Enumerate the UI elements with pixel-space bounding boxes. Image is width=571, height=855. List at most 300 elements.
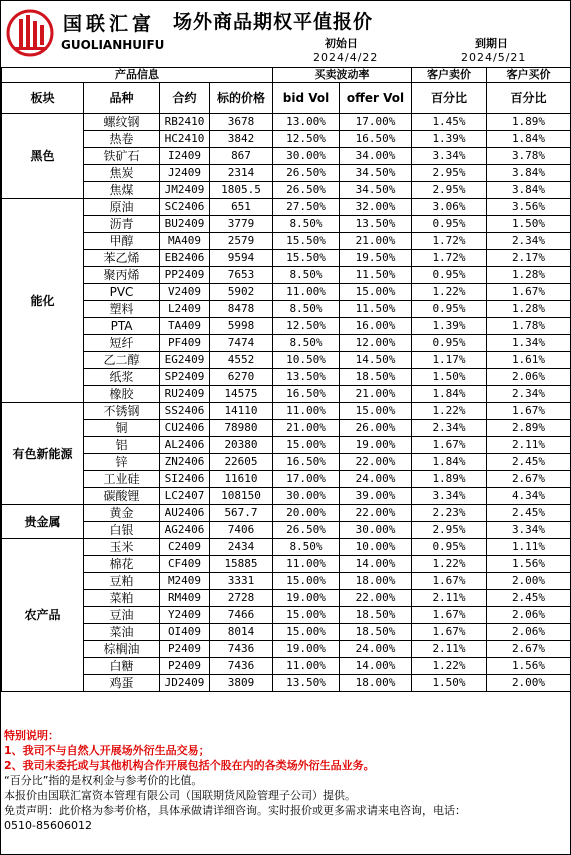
- table-row: [2, 505, 571, 522]
- sell-pct-cell: 1.22%: [412, 403, 487, 420]
- bid-vol-cell: 8.50%: [273, 539, 340, 556]
- notes-title: 特别说明：: [4, 729, 59, 742]
- product-info-header: 产品信息: [2, 68, 273, 83]
- sell-pct-cell: 1.67%: [412, 624, 487, 641]
- price-cell: 3678: [210, 114, 273, 131]
- col-sector: 板块: [2, 83, 84, 114]
- product-cell: 玉米: [84, 539, 160, 556]
- table-row: [2, 301, 571, 318]
- note-line-5: 免责声明：此价格为参考价格，具体承做请详细咨询。实时报价或更多需求请来电咨询，电话：: [4, 804, 466, 817]
- table-row: [2, 539, 571, 556]
- contract-cell: M2409: [160, 573, 210, 590]
- offer-vol-cell: 14.00%: [340, 556, 412, 573]
- table-row: [2, 114, 571, 131]
- product-cell: 工业硅: [84, 471, 160, 488]
- product-cell: 焦煤: [84, 182, 160, 199]
- contract-cell: RM409: [160, 590, 210, 607]
- contract-cell: EB2406: [160, 250, 210, 267]
- price-cell: 5902: [210, 284, 273, 301]
- product-cell: 棕榈油: [84, 641, 160, 658]
- table-row: [2, 488, 571, 505]
- offer-vol-cell: 18.00%: [340, 573, 412, 590]
- bid-vol-cell: 13.50%: [273, 369, 340, 386]
- price-cell: 7466: [210, 607, 273, 624]
- table-row: [2, 590, 571, 607]
- buy-pct-cell: 3.84%: [487, 182, 571, 199]
- price-cell: 2314: [210, 165, 273, 182]
- product-cell: 铝: [84, 437, 160, 454]
- price-cell: 2728: [210, 590, 273, 607]
- offer-vol-cell: 11.50%: [340, 267, 412, 284]
- bid-vol-cell: 13.00%: [273, 114, 340, 131]
- product-cell: 塑料: [84, 301, 160, 318]
- buy-pct-cell: 2.34%: [487, 386, 571, 403]
- product-cell: 苯乙烯: [84, 250, 160, 267]
- buy-pct-cell: 2.06%: [487, 607, 571, 624]
- price-cell: 108150: [210, 488, 273, 505]
- buy-pct-cell: 2.34%: [487, 233, 571, 250]
- sell-pct-cell: 1.67%: [412, 437, 487, 454]
- bid-vol-cell: 11.00%: [273, 284, 340, 301]
- price-cell: 7474: [210, 335, 273, 352]
- contract-cell: J2409: [160, 165, 210, 182]
- sector-cell: 能化: [2, 199, 84, 403]
- buy-pct-cell: 1.28%: [487, 267, 571, 284]
- offer-vol-cell: 10.00%: [340, 539, 412, 556]
- bid-vol-cell: 26.50%: [273, 182, 340, 199]
- price-cell: 7436: [210, 658, 273, 675]
- table-row: [2, 522, 571, 539]
- table-row: [2, 148, 571, 165]
- contract-cell: C2409: [160, 539, 210, 556]
- table-row: [2, 607, 571, 624]
- sell-pct-cell: 1.50%: [412, 675, 487, 692]
- page-title: 场外商品期权平值报价: [173, 11, 374, 33]
- bid-vol-cell: 21.00%: [273, 420, 340, 437]
- price-cell: 22605: [210, 454, 273, 471]
- price-cell: 7653: [210, 267, 273, 284]
- offer-vol-cell: 15.00%: [340, 284, 412, 301]
- table-row: [2, 352, 571, 369]
- contract-cell: I2409: [160, 148, 210, 165]
- table-row: [2, 131, 571, 148]
- price-cell: 867: [210, 148, 273, 165]
- offer-vol-cell: 18.50%: [340, 607, 412, 624]
- buy-pct-cell: 1.56%: [487, 658, 571, 675]
- sell-pct-cell: 1.45%: [412, 114, 487, 131]
- bid-vol-cell: 19.00%: [273, 641, 340, 658]
- contract-cell: Y2409: [160, 607, 210, 624]
- contract-cell: PP2409: [160, 267, 210, 284]
- product-cell: 白银: [84, 522, 160, 539]
- contract-cell: BU2409: [160, 216, 210, 233]
- sell-pct-cell: 2.95%: [412, 182, 487, 199]
- offer-vol-cell: 32.00%: [340, 199, 412, 216]
- offer-vol-cell: 24.00%: [340, 641, 412, 658]
- sell-pct-cell: 2.95%: [412, 522, 487, 539]
- offer-vol-cell: 39.00%: [340, 488, 412, 505]
- offer-vol-cell: 16.00%: [340, 318, 412, 335]
- price-cell: 78980: [210, 420, 273, 437]
- bid-vol-cell: 19.00%: [273, 590, 340, 607]
- bid-vol-cell: 15.00%: [273, 624, 340, 641]
- buy-pct-cell: 1.34%: [487, 335, 571, 352]
- contract-cell: PF409: [160, 335, 210, 352]
- buy-pct-cell: 3.56%: [487, 199, 571, 216]
- offer-vol-cell: 34.50%: [340, 165, 412, 182]
- col-contract: 合约: [160, 83, 210, 114]
- table-row: [2, 233, 571, 250]
- col-offer-vol: offer Vol: [340, 83, 412, 114]
- table-row: [2, 369, 571, 386]
- product-cell: 不锈钢: [84, 403, 160, 420]
- product-cell: 鸡蛋: [84, 675, 160, 692]
- offer-vol-cell: 34.50%: [340, 182, 412, 199]
- table-row: [2, 641, 571, 658]
- col-sell-pct: 百分比: [412, 83, 487, 114]
- end-date-value: 2024/5/21: [461, 51, 527, 64]
- contract-cell: ZN2406: [160, 454, 210, 471]
- table-row: [2, 216, 571, 233]
- guolian-logo-icon: [5, 5, 55, 61]
- offer-vol-cell: 21.00%: [340, 233, 412, 250]
- bid-vol-cell: 17.00%: [273, 471, 340, 488]
- price-cell: 3809: [210, 675, 273, 692]
- offer-vol-cell: 22.00%: [340, 454, 412, 471]
- sell-pct-cell: 1.22%: [412, 556, 487, 573]
- buy-pct-cell: 1.11%: [487, 539, 571, 556]
- offer-vol-cell: 15.00%: [340, 403, 412, 420]
- bid-vol-cell: 15.50%: [273, 233, 340, 250]
- buy-pct-cell: 3.78%: [487, 148, 571, 165]
- contract-cell: MA409: [160, 233, 210, 250]
- contract-cell: SC2406: [160, 199, 210, 216]
- bid-vol-cell: 10.50%: [273, 352, 340, 369]
- product-cell: 乙二醇: [84, 352, 160, 369]
- bid-vol-cell: 16.50%: [273, 454, 340, 471]
- price-cell: 1805.5: [210, 182, 273, 199]
- table-row: [2, 454, 571, 471]
- offer-vol-cell: 14.00%: [340, 658, 412, 675]
- contract-cell: JD2409: [160, 675, 210, 692]
- bid-vol-cell: 15.00%: [273, 437, 340, 454]
- product-cell: 甲醇: [84, 233, 160, 250]
- sell-pct-cell: 0.95%: [412, 301, 487, 318]
- product-cell: 白糖: [84, 658, 160, 675]
- sell-pct-cell: 3.34%: [412, 148, 487, 165]
- price-cell: 9594: [210, 250, 273, 267]
- contract-cell: HC2410: [160, 131, 210, 148]
- buy-pct-cell: 1.56%: [487, 556, 571, 573]
- bid-vol-cell: 15.00%: [273, 573, 340, 590]
- price-cell: 5998: [210, 318, 273, 335]
- price-cell: 15885: [210, 556, 273, 573]
- product-cell: 原油: [84, 199, 160, 216]
- product-cell: 豆油: [84, 607, 160, 624]
- offer-vol-cell: 26.00%: [340, 420, 412, 437]
- offer-vol-cell: 16.50%: [340, 131, 412, 148]
- bid-vol-cell: 26.50%: [273, 522, 340, 539]
- product-cell: 碳酸锂: [84, 488, 160, 505]
- contract-cell: AG2406: [160, 522, 210, 539]
- sell-pct-cell: 0.95%: [412, 216, 487, 233]
- sell-pct-cell: 1.84%: [412, 386, 487, 403]
- product-cell: 菜油: [84, 624, 160, 641]
- buy-pct-cell: 2.45%: [487, 590, 571, 607]
- bid-vol-cell: 20.00%: [273, 505, 340, 522]
- buy-pct-cell: 1.61%: [487, 352, 571, 369]
- contract-cell: RB2410: [160, 114, 210, 131]
- product-cell: 沥青: [84, 216, 160, 233]
- contract-cell: JM2409: [160, 182, 210, 199]
- table-row: [2, 437, 571, 454]
- offer-vol-cell: 18.50%: [340, 624, 412, 641]
- sell-pct-cell: 1.17%: [412, 352, 487, 369]
- contract-cell: SS2406: [160, 403, 210, 420]
- sell-pct-cell: 1.67%: [412, 607, 487, 624]
- note-line-3: “百分比”指的是权利金与参考价的比值。: [4, 774, 203, 787]
- start-date-label: 初始日: [325, 37, 358, 50]
- price-cell: 3842: [210, 131, 273, 148]
- offer-vol-cell: 24.00%: [340, 471, 412, 488]
- bid-vol-cell: 26.50%: [273, 165, 340, 182]
- product-cell: 热卷: [84, 131, 160, 148]
- table-row: [2, 267, 571, 284]
- bid-vol-cell: 15.50%: [273, 250, 340, 267]
- client-sell-header: 客户卖价: [412, 68, 487, 83]
- buy-pct-cell: 1.89%: [487, 114, 571, 131]
- table-row: [2, 335, 571, 352]
- contract-cell: AU2406: [160, 505, 210, 522]
- sell-pct-cell: 2.11%: [412, 641, 487, 658]
- table-row: [2, 420, 571, 437]
- contract-cell: SI2406: [160, 471, 210, 488]
- table-row: [2, 182, 571, 199]
- price-cell: 11610: [210, 471, 273, 488]
- col-product: 品种: [84, 83, 160, 114]
- price-cell: 651: [210, 199, 273, 216]
- offer-vol-cell: 12.00%: [340, 335, 412, 352]
- buy-pct-cell: 2.00%: [487, 573, 571, 590]
- vol-header: 买卖波动率: [273, 68, 412, 83]
- sector-cell: 黑色: [2, 114, 84, 199]
- table-row: [2, 284, 571, 301]
- end-date-label: 到期日: [475, 37, 508, 50]
- offer-vol-cell: 17.00%: [340, 114, 412, 131]
- buy-pct-cell: 4.34%: [487, 488, 571, 505]
- table-row: [2, 318, 571, 335]
- bid-vol-cell: 11.00%: [273, 556, 340, 573]
- contract-cell: CU2406: [160, 420, 210, 437]
- product-cell: 铁矿石: [84, 148, 160, 165]
- brand-name-cn: 国联汇富: [63, 13, 156, 35]
- quote-table-body: [2, 114, 571, 692]
- table-row: [2, 573, 571, 590]
- buy-pct-cell: 2.06%: [487, 624, 571, 641]
- product-cell: 焦炭: [84, 165, 160, 182]
- sell-pct-cell: 1.39%: [412, 131, 487, 148]
- sell-pct-cell: 3.34%: [412, 488, 487, 505]
- sell-pct-cell: 0.95%: [412, 335, 487, 352]
- table-row: [2, 675, 571, 692]
- contract-cell: L2409: [160, 301, 210, 318]
- notes: [1, 728, 569, 833]
- sell-pct-cell: 2.23%: [412, 505, 487, 522]
- bid-vol-cell: 30.00%: [273, 148, 340, 165]
- table-row: [2, 658, 571, 675]
- sell-pct-cell: 1.22%: [412, 284, 487, 301]
- sell-pct-cell: 0.95%: [412, 539, 487, 556]
- buy-pct-cell: 1.67%: [487, 403, 571, 420]
- table-row: [2, 471, 571, 488]
- product-cell: 聚丙烯: [84, 267, 160, 284]
- price-cell: 3331: [210, 573, 273, 590]
- bid-vol-cell: 11.00%: [273, 658, 340, 675]
- buy-pct-cell: 2.17%: [487, 250, 571, 267]
- contract-cell: AL2406: [160, 437, 210, 454]
- buy-pct-cell: 2.06%: [487, 369, 571, 386]
- buy-pct-cell: 1.50%: [487, 216, 571, 233]
- bid-vol-cell: 8.50%: [273, 216, 340, 233]
- sector-cell: 贵金属: [2, 505, 84, 539]
- contract-cell: V2409: [160, 284, 210, 301]
- price-cell: 7436: [210, 641, 273, 658]
- offer-vol-cell: 13.50%: [340, 216, 412, 233]
- sell-pct-cell: 1.72%: [412, 250, 487, 267]
- bid-vol-cell: 15.00%: [273, 607, 340, 624]
- start-date-value: 2024/4/22: [313, 51, 379, 64]
- note-line-4: 本报价由国联汇富资本管理有限公司（国联期货风险管理子公司）提供。: [4, 789, 356, 802]
- product-cell: 豆粕: [84, 573, 160, 590]
- product-cell: 棉花: [84, 556, 160, 573]
- product-cell: PTA: [84, 318, 160, 335]
- price-cell: 7406: [210, 522, 273, 539]
- sector-cell: 农产品: [2, 539, 84, 692]
- buy-pct-cell: 2.45%: [487, 454, 571, 471]
- bid-vol-cell: 16.50%: [273, 386, 340, 403]
- offer-vol-cell: 19.00%: [340, 437, 412, 454]
- buy-pct-cell: 2.00%: [487, 675, 571, 692]
- contract-cell: RU2409: [160, 386, 210, 403]
- product-cell: 橡胶: [84, 386, 160, 403]
- buy-pct-cell: 1.67%: [487, 284, 571, 301]
- contract-cell: EG2409: [160, 352, 210, 369]
- col-buy-pct: 百分比: [487, 83, 571, 114]
- sell-pct-cell: 1.22%: [412, 658, 487, 675]
- offer-vol-cell: 21.00%: [340, 386, 412, 403]
- offer-vol-cell: 19.50%: [340, 250, 412, 267]
- buy-pct-cell: 1.78%: [487, 318, 571, 335]
- bid-vol-cell: 12.50%: [273, 318, 340, 335]
- bid-vol-cell: 27.50%: [273, 199, 340, 216]
- product-cell: 黄金: [84, 505, 160, 522]
- bid-vol-cell: 30.00%: [273, 488, 340, 505]
- brand-name-en: GUOLIANHUIFU: [61, 38, 165, 52]
- product-cell: PVC: [84, 284, 160, 301]
- price-cell: 14575: [210, 386, 273, 403]
- product-cell: 菜粕: [84, 590, 160, 607]
- table-row: [2, 403, 571, 420]
- buy-pct-cell: 2.89%: [487, 420, 571, 437]
- table-row: [2, 624, 571, 641]
- buy-pct-cell: 2.67%: [487, 641, 571, 658]
- buy-pct-cell: 2.45%: [487, 505, 571, 522]
- sell-pct-cell: 1.72%: [412, 233, 487, 250]
- buy-pct-cell: 3.34%: [487, 522, 571, 539]
- offer-vol-cell: 18.50%: [340, 369, 412, 386]
- price-cell: 8478: [210, 301, 273, 318]
- product-cell: 短纤: [84, 335, 160, 352]
- price-cell: 8014: [210, 624, 273, 641]
- price-cell: 2434: [210, 539, 273, 556]
- bid-vol-cell: 11.00%: [273, 403, 340, 420]
- sell-pct-cell: 1.39%: [412, 318, 487, 335]
- offer-vol-cell: 30.00%: [340, 522, 412, 539]
- sell-pct-cell: 2.95%: [412, 165, 487, 182]
- sell-pct-cell: 1.89%: [412, 471, 487, 488]
- product-cell: 螺纹钢: [84, 114, 160, 131]
- sell-pct-cell: 1.50%: [412, 369, 487, 386]
- contract-cell: P2409: [160, 641, 210, 658]
- table-row: [2, 199, 571, 216]
- price-cell: 6270: [210, 369, 273, 386]
- bid-vol-cell: 12.50%: [273, 131, 340, 148]
- buy-pct-cell: 1.84%: [487, 131, 571, 148]
- price-cell: 567.7: [210, 505, 273, 522]
- offer-vol-cell: 11.50%: [340, 301, 412, 318]
- table-row: [2, 556, 571, 573]
- bid-vol-cell: 8.50%: [273, 301, 340, 318]
- contract-cell: SP2409: [160, 369, 210, 386]
- buy-pct-cell: 2.11%: [487, 437, 571, 454]
- buy-pct-cell: 1.28%: [487, 301, 571, 318]
- product-cell: 纸浆: [84, 369, 160, 386]
- offer-vol-cell: 18.00%: [340, 675, 412, 692]
- sell-pct-cell: 2.34%: [412, 420, 487, 437]
- contract-cell: TA409: [160, 318, 210, 335]
- table-row: [2, 250, 571, 267]
- note-line-1: 1、我司不与自然人开展场外衍生品交易；: [4, 744, 210, 757]
- header: [1, 1, 570, 67]
- note-line-6: 0510-85606012: [4, 819, 92, 832]
- price-cell: 20380: [210, 437, 273, 454]
- offer-vol-cell: 34.00%: [340, 148, 412, 165]
- contract-cell: CF409: [160, 556, 210, 573]
- bid-vol-cell: 8.50%: [273, 267, 340, 284]
- table-row: [2, 165, 571, 182]
- bid-vol-cell: 8.50%: [273, 335, 340, 352]
- product-cell: 锌: [84, 454, 160, 471]
- quote-table: [1, 67, 571, 692]
- col-bid-vol: bid Vol: [273, 83, 340, 114]
- offer-vol-cell: 22.00%: [340, 590, 412, 607]
- buy-pct-cell: 2.67%: [487, 471, 571, 488]
- price-cell: 3779: [210, 216, 273, 233]
- offer-vol-cell: 14.50%: [340, 352, 412, 369]
- table-row: [2, 386, 571, 403]
- product-cell: 铜: [84, 420, 160, 437]
- contract-cell: OI409: [160, 624, 210, 641]
- price-cell: 4552: [210, 352, 273, 369]
- contract-cell: P2409: [160, 658, 210, 675]
- sell-pct-cell: 2.11%: [412, 590, 487, 607]
- price-cell: 2579: [210, 233, 273, 250]
- sell-pct-cell: 1.84%: [412, 454, 487, 471]
- contract-cell: LC2407: [160, 488, 210, 505]
- sell-pct-cell: 3.06%: [412, 199, 487, 216]
- col-price: 标的价格: [210, 83, 273, 114]
- price-cell: 14110: [210, 403, 273, 420]
